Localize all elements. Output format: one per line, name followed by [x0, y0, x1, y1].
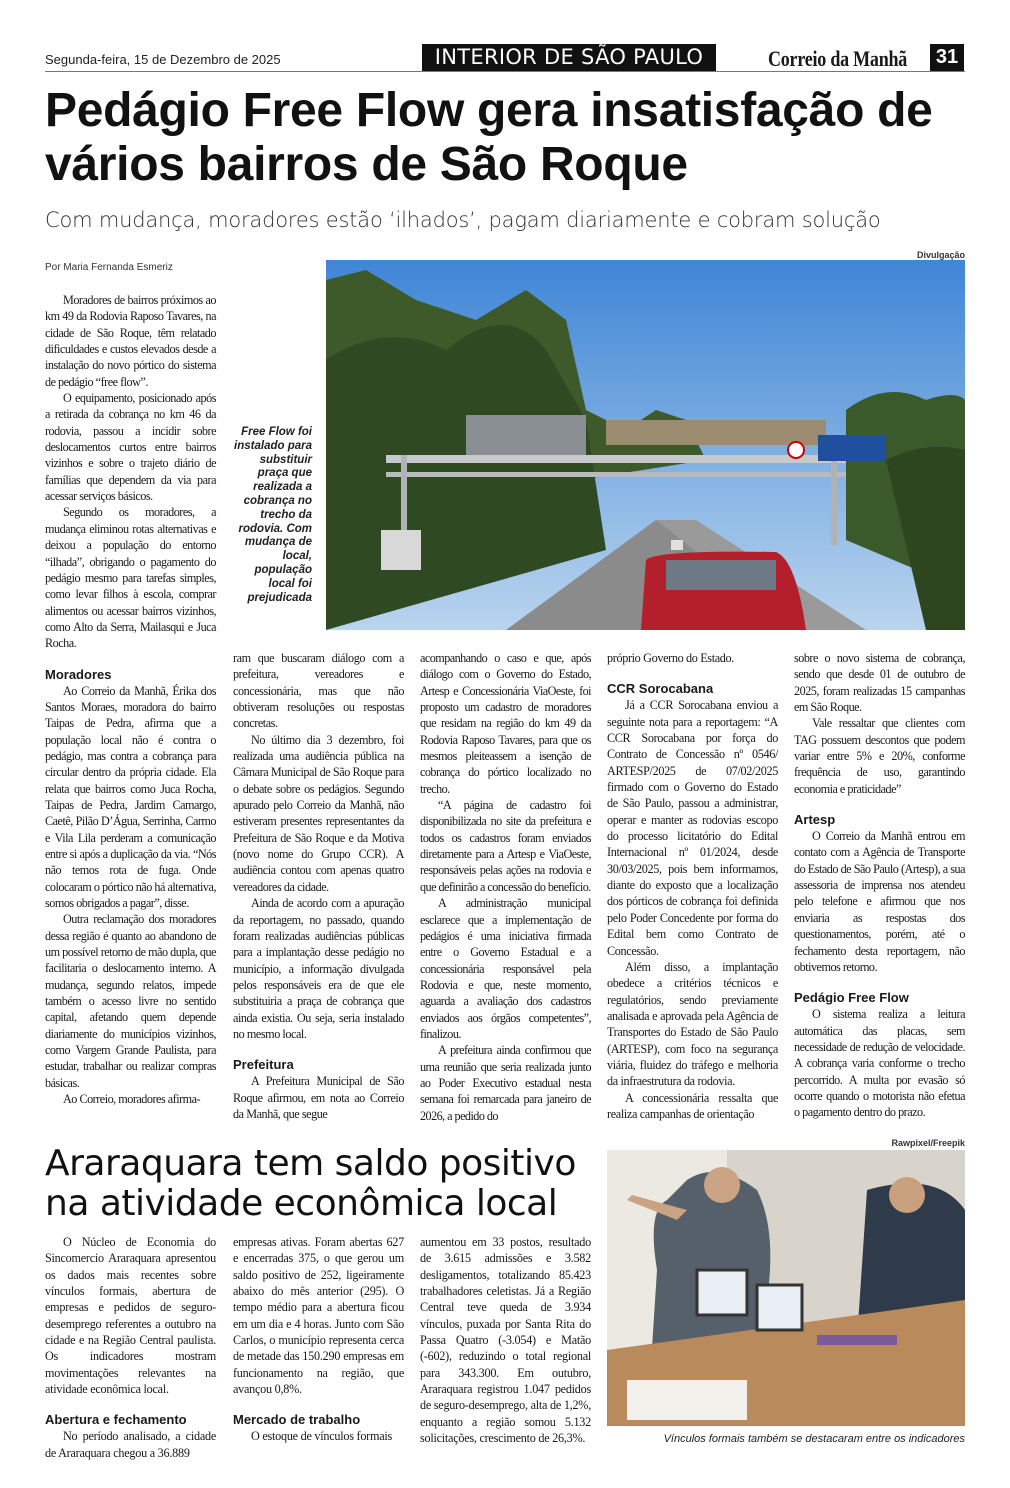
- paragraph: Moradores de bairros próximos ao km 49 da Rodovia Raposo Tavares, na cidade de São Roque, têm relatado dificuldades e custos elevados desde a instalação do novo pórtico do sistema de pedágio “free flow”.: [45, 293, 216, 389]
- byline: Por Maria Fernanda Esmeriz: [45, 262, 173, 273]
- article-column-1: [45, 292, 216, 1108]
- office-meeting-photo: [607, 1150, 965, 1426]
- paragraph: acompanhando o caso e que, após diálogo com o Governo do Estado, Artesp e Concessionária ViaOeste, foi proposto um cadastro de moradores que residam na região do km 49 da Rodovia Raposo Tavares, para que os mesmos pleiteassem a isenção de cobrança do pórtico localizado no trecho.: [420, 651, 591, 796]
- paragraph: Outra reclamação dos moradores dessa região é quanto ao abandono de um possível retorno de mão dupla, que facilitaria o deslocamento interno. A mudança, segundo relatos, impede também o acesso livre no sentido capital, afetando quem depende diariamente do municípios vizinhos, como Vargem Grande Paulista, para estudar, trabalhar ou realizar compras básicas.: [45, 912, 216, 1090]
- article-column-2: [233, 650, 404, 1122]
- section-label: INTERIOR DE SÃO PAULO: [422, 44, 716, 71]
- paragraph: A Prefeitura Municipal de São Roque afirmou, em nota ao Correio da Manhã, que segue: [233, 1074, 404, 1121]
- paragraph: No último dia 3 dezembro, foi realizada uma audiência pública na Câmara Municipal de São Roque para o debate sobre os pedágios. Segundo apurado pelo Correio da Manhã, não estiveram presentes representantes da Prefeitura de São Roque e da Motiva (novo nome do Grupo CCR). A audiência contou com apenas quatro vereadores da cidade.: [233, 732, 404, 894]
- paragraph: A administração municipal esclarece que a implementação de pedágios é uma iniciativa firmada entre o Governo Estadual e a concessionária responsável pela Rodovia e que, neste momento, aguarda a avaliação dos cadastros enviados aos órgãos competentes”, finalizou.: [420, 896, 591, 1041]
- article-column-3: [420, 650, 591, 1124]
- paragraph: O Correio da Manhã entrou em contato com a Agência de Transporte do Estado de São Paulo (Artesp), a sua assessoria de imprensa nos atendeu pelo telefone e afirmou que nos enviaria as respostas dos questionamentos, porém, até o fechamento desta reportagem, não obtivemos retorno.: [794, 829, 965, 974]
- paragraph: aumentou em 33 postos, resultado de 3.615 admissões e 3.582 desligamentos, totalizando 85.423 trabalhadores celetistas. Já a Região Central teve queda de 3.934 vínculos, puxada por Santa Rita do Passa Quatro (-3.054) e Matão (-602), reduzindo o total regional para 343.300. Em outubro, Araraquara registrou 1.047 pedidos de seguro-desemprego, alta de 1,2%, enquanto a região somou 5.132 solicitações, crescimento de 26,3%.: [420, 1235, 591, 1446]
- subheading: Pedágio Free Flow: [794, 990, 909, 1006]
- photo2-caption: Vínculos formais também se destacaram entre os indicadores: [663, 1433, 965, 1445]
- paragraph: ram que buscaram diálogo com a prefeitura, vereadores e concessionária, mas que não obtiveram resoluções ou respostas concretas.: [233, 651, 404, 731]
- header-divider: [45, 71, 965, 72]
- paragraph: sobre o novo sistema de cobrança, sendo que desde 01 de outubro de 2025, foram realizadas 15 campanhas em São Roque.: [794, 651, 965, 715]
- subheading: Mercado de trabalho: [233, 1412, 361, 1428]
- article2-column-1: [45, 1234, 216, 1461]
- paragraph: A concessionária ressalta que realiza campanhas de orientação: [607, 1090, 778, 1121]
- paragraph: O Núcleo de Economia do Sincomercio Araraquara apresentou os dados mais recentes sobre vínculos formais, abertura de empresas e pedidos de seguro-desemprego referentes a outubro na cidade e na Região Central paulista. Os indicadores mostram movimentações relevantes na atividade econômica local.: [45, 1235, 216, 1397]
- photo-credit: Divulgação: [916, 250, 965, 260]
- toll-gantry-photo: [326, 260, 965, 630]
- paragraph: A prefeitura ainda confirmou que uma reunião que seria realizada junto ao Poder Executivo estadual nesta semana foi remarcada para janeiro de 2026, a pedido do: [420, 1043, 591, 1123]
- paragraph: Ao Correio, moradores afirma-: [63, 1092, 201, 1107]
- subheading: Prefeitura: [233, 1057, 294, 1073]
- subheading: CCR Sorocabana: [607, 681, 714, 697]
- paragraph: Ao Correio da Manhã, Érika dos Santos Moraes, moradora do bairro Taipas de Pedra, afirma que a população local não é contra o pedágio, mas contra a cobrança para circular dentro da própria cidade. Ela relata que bairros como Juca Rocha, Taipas de Pedra, Jardim Camargo, Caetê, Pilão D’Água, Serrinha, Carmo e Vila Lila perderam a comunicação entre si após a duplicação da via. “Nós não temos rota de fuga. Onde colocaram o pórtico não há alternativa, somos obrigados a pagar”, disse.: [45, 683, 216, 911]
- article-column-5: [794, 650, 965, 1121]
- paragraph: próprio Governo do Estado.: [607, 651, 734, 665]
- paragraph: O sistema realiza a leitura automática das placas, sem necessidade de redução de velocidade. A cobrança varia conforme o trecho percorrido. A multa por evasão só ocorre quando o motorista não efetua o pagamento dentro do prazo.: [794, 1007, 965, 1120]
- article-subheadline: Com mudança, moradores estão ‘ilhados’, pagam diariamente e cobram solução: [45, 208, 881, 232]
- article2-column-2: [233, 1234, 404, 1445]
- subheading: Abertura e fechamento: [45, 1412, 187, 1428]
- page-number: 31: [930, 44, 964, 71]
- paragraph: O equipamento, posicionado após a retirada da cobrança no km 46 da rodovia, passou a incidir sobre deslocamentos curtos entre bairros vizinhos e sobre o trajeto diário de famílias que dependem da via para acessar serviços básicos.: [45, 391, 216, 504]
- paragraph: Já a CCR Sorocabana enviou a seguinte nota para a reportagem: “A CCR Sorocabana por força do Contrato de Concessão nº 0546/ ARTESP/2025 de 07/02/2025 firmado com o Governo do Estado de São Paulo, passou a administrar, operar e manter as rodovias escopo do processo licitatório do Edital Internacional nº 01/2024, desde 30/03/2025, pois bem informamos, diante do exposto que a localização dos pórticos de cobrança foi definida pelo Poder Concedente por forma do Edital bem como Contrato de Concessão.: [607, 698, 778, 958]
- article-column-4: [607, 650, 778, 1122]
- subheading: Artesp: [794, 812, 836, 828]
- paragraph: “A página de cadastro foi disponibilizada no site da prefeitura e todos os cadastros foram enviados diretamente para a Artesp e ViaOeste, responsáveis pelas ações na rodovia e que definirão a concessão do benefício.: [420, 798, 591, 894]
- article-headline: Pedágio Free Flow gera insatisfação de vários bairros de São Roque: [45, 84, 933, 191]
- paragraph: Segundo os moradores, a mudança eliminou rotas alternativas e deixou a população do entorno “ilhada”, obrigando o pagamento do pedágio mesmo para tarefas simples, como levar filhos à escola, comprar alimentos ou acessar bairros vizinhos, como Alto da Serra, Mailasqui e Juca Rocha.: [45, 505, 216, 651]
- subheading: Moradores: [45, 666, 112, 682]
- paragraph: Vale ressaltar que clientes com TAG possuem descontos que podem variar entre 5% e 20%, conforme frequência de uso, garantindo economia e praticidade”: [794, 716, 965, 796]
- photo2-credit: Rawpixel/Freepik: [891, 1138, 965, 1148]
- paragraph: Ainda de acordo com a apuração da reportagem, no passado, quando foram realizadas audiências públicas para a implantação desse pedágio no município, a informação divulgada pelos responsáveis era de que ele substituiria a praça de cobrança que ainda existia. Ou seja, seria instalado no mesmo local.: [233, 896, 404, 1041]
- photo-caption: Free Flow foi instalado para substituir praça que realizada a cobrança no trecho da rodovia. Com mudança de local, população local foi prejudicada: [234, 426, 312, 604]
- paragraph: No período analisado, a cidade de Araraquara chegou a 36.889: [45, 1429, 216, 1460]
- article2-column-3: [420, 1234, 591, 1446]
- paragraph: empresas ativas. Foram abertas 627 e encerradas 375, o que gerou um saldo positivo de 252, ligeiramente abaixo do mês anterior (295). O tempo médio para a abertura ficou em um dia e 4 horas. Junto com São Carlos, o município representa cerca de metade das 150.290 empresas em funcionamento na região, que avançou 0,8%.: [233, 1235, 404, 1397]
- article2-headline: Araraquara tem saldo positivo na atividade econômica local: [45, 1143, 576, 1224]
- issue-date: Segunda-feira, 15 de Dezembro de 2025: [45, 52, 281, 67]
- paragraph: O estoque de vínculos formais: [251, 1429, 392, 1444]
- masthead-logo: Correio da Manhã: [768, 46, 908, 71]
- paragraph: Além disso, a implantação obedece a critérios técnicos e regulatórios, sendo previamente analisada e aprovada pela Agência de Transportes do Estado de São Paulo (ARTESP), com foco na segurança viária, fluidez do tráfego e melhoria da infraestrutura da rodovia.: [607, 959, 778, 1089]
